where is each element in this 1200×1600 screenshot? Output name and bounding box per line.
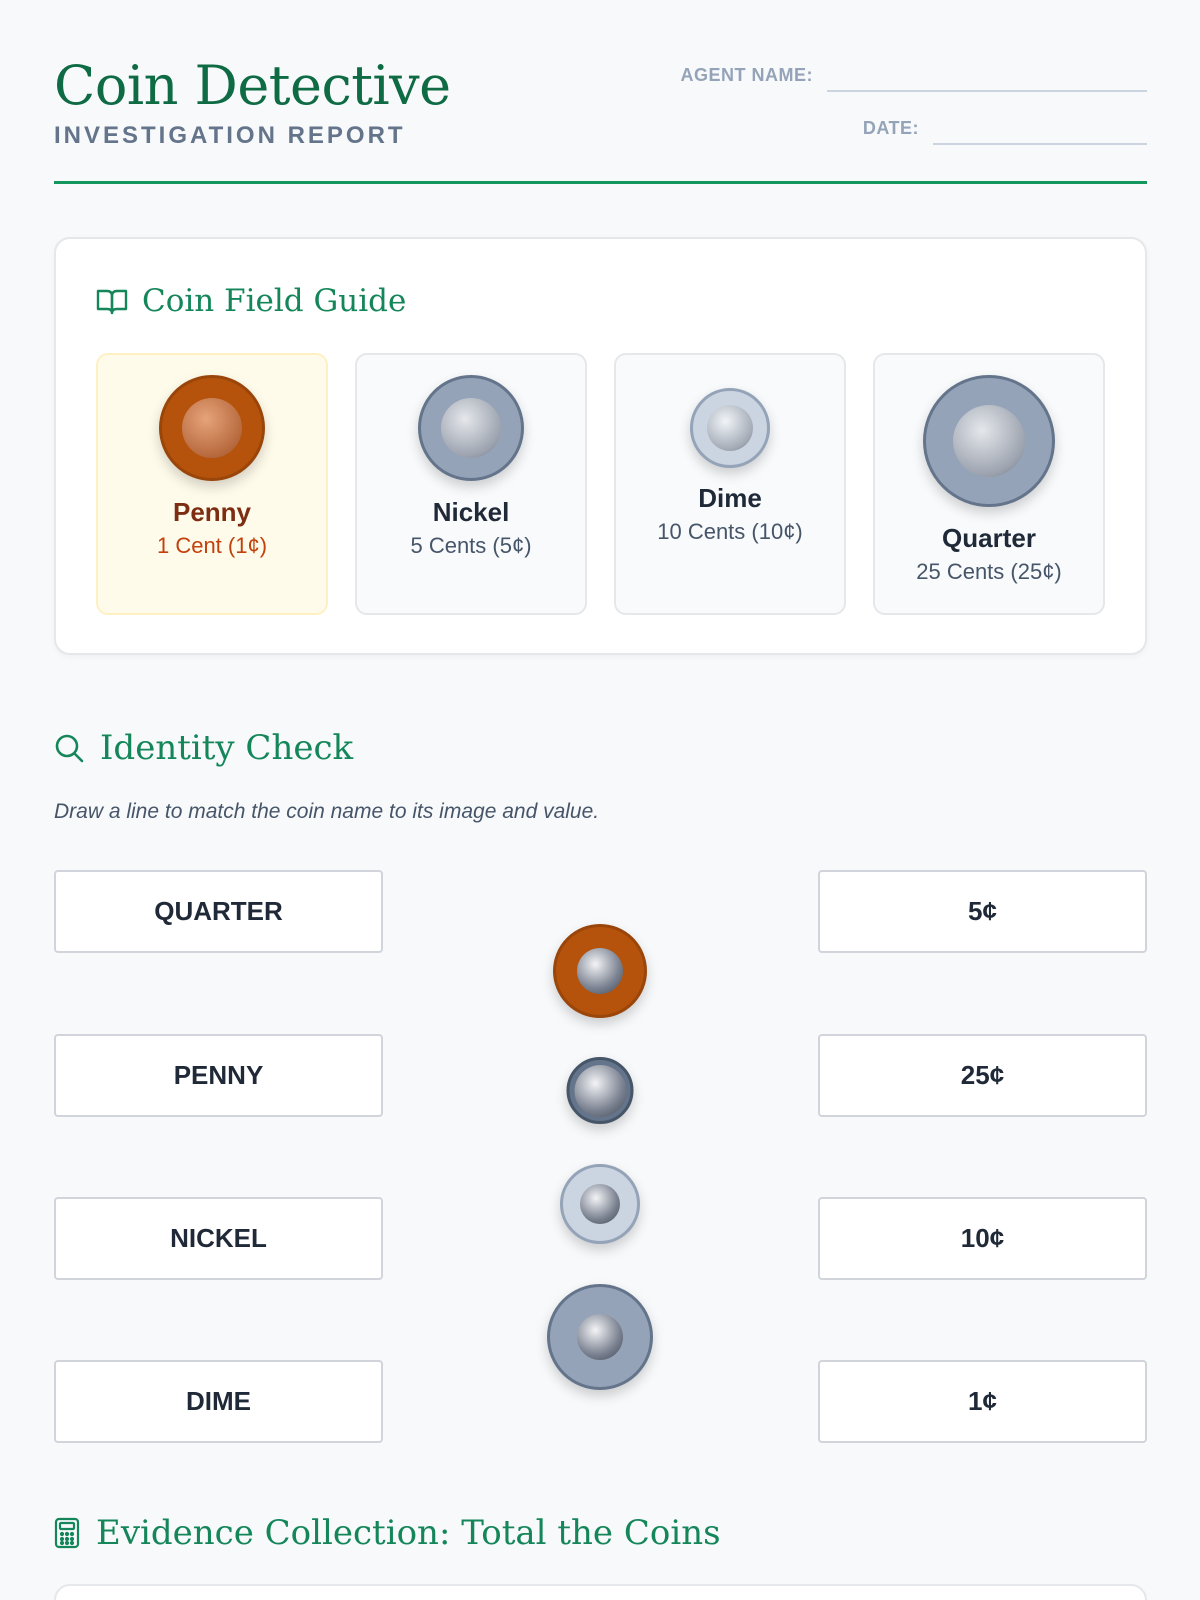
match-coin-dime[interactable] bbox=[560, 1164, 640, 1244]
penny-coin-image bbox=[159, 375, 265, 481]
match-value-5[interactable]: 5¢ bbox=[818, 870, 1147, 953]
quarter-coin-image bbox=[923, 375, 1055, 507]
book-icon bbox=[96, 287, 128, 315]
guide-coin-name: Quarter bbox=[942, 523, 1036, 553]
match-name-dime[interactable]: DIME bbox=[54, 1360, 383, 1443]
date-field[interactable] bbox=[863, 117, 1147, 145]
guide-tile-quarter bbox=[873, 353, 1105, 615]
identity-check-heading bbox=[54, 728, 353, 768]
match-value-1[interactable]: 1¢ bbox=[818, 1360, 1147, 1443]
guide-coin-name: Penny bbox=[172, 497, 252, 527]
date-label: DATE: bbox=[862, 118, 919, 138]
match-name-quarter[interactable]: QUARTER bbox=[54, 870, 383, 953]
field-guide-heading bbox=[96, 283, 406, 319]
guide-tile-penny bbox=[96, 353, 328, 615]
agent-name-line[interactable] bbox=[827, 64, 1147, 92]
evidence-title: Evidence Collection: Total the Coins bbox=[96, 1513, 721, 1553]
field-guide-title: Coin Field Guide bbox=[142, 283, 407, 319]
match-coin-nickel[interactable] bbox=[567, 1057, 634, 1124]
guide-tile-nickel bbox=[355, 353, 587, 615]
dime-coin-image bbox=[690, 388, 770, 468]
calculator-icon bbox=[54, 1517, 80, 1549]
guide-coin-value: 1 Cent (1¢) bbox=[156, 533, 268, 558]
match-value-25[interactable]: 25¢ bbox=[818, 1034, 1147, 1117]
evidence-heading bbox=[54, 1513, 721, 1553]
coin-field-guide bbox=[54, 237, 1147, 655]
date-line[interactable] bbox=[933, 117, 1147, 145]
report-header bbox=[54, 54, 1147, 184]
guide-coin-name: Dime bbox=[698, 483, 762, 513]
match-value-10[interactable]: 10¢ bbox=[818, 1197, 1147, 1280]
match-coin-quarter[interactable] bbox=[547, 1284, 653, 1390]
match-name-penny[interactable]: PENNY bbox=[54, 1034, 383, 1117]
guide-coin-value: 25 Cents (25¢) bbox=[916, 559, 1062, 584]
identity-instructions: Draw a line to match the coin name to its image and value. bbox=[54, 800, 600, 823]
page-title: Coin Detective bbox=[54, 54, 451, 117]
search-icon bbox=[54, 733, 84, 763]
match-coin-penny[interactable] bbox=[553, 924, 647, 1018]
evidence-card bbox=[54, 1584, 1147, 1600]
guide-coin-value: 10 Cents (10¢) bbox=[657, 519, 803, 544]
agent-name-label: AGENT NAME: bbox=[680, 65, 813, 85]
identity-check-title: Identity Check bbox=[100, 728, 354, 768]
guide-tile-dime bbox=[614, 353, 846, 615]
agent-name-field[interactable] bbox=[681, 64, 1148, 92]
guide-coin-name: Nickel bbox=[432, 497, 510, 527]
match-name-nickel[interactable]: NICKEL bbox=[54, 1197, 383, 1280]
guide-coin-value: 5 Cents (5¢) bbox=[410, 533, 532, 558]
nickel-coin-image bbox=[418, 375, 524, 481]
page-subtitle: INVESTIGATION REPORT bbox=[54, 122, 406, 149]
